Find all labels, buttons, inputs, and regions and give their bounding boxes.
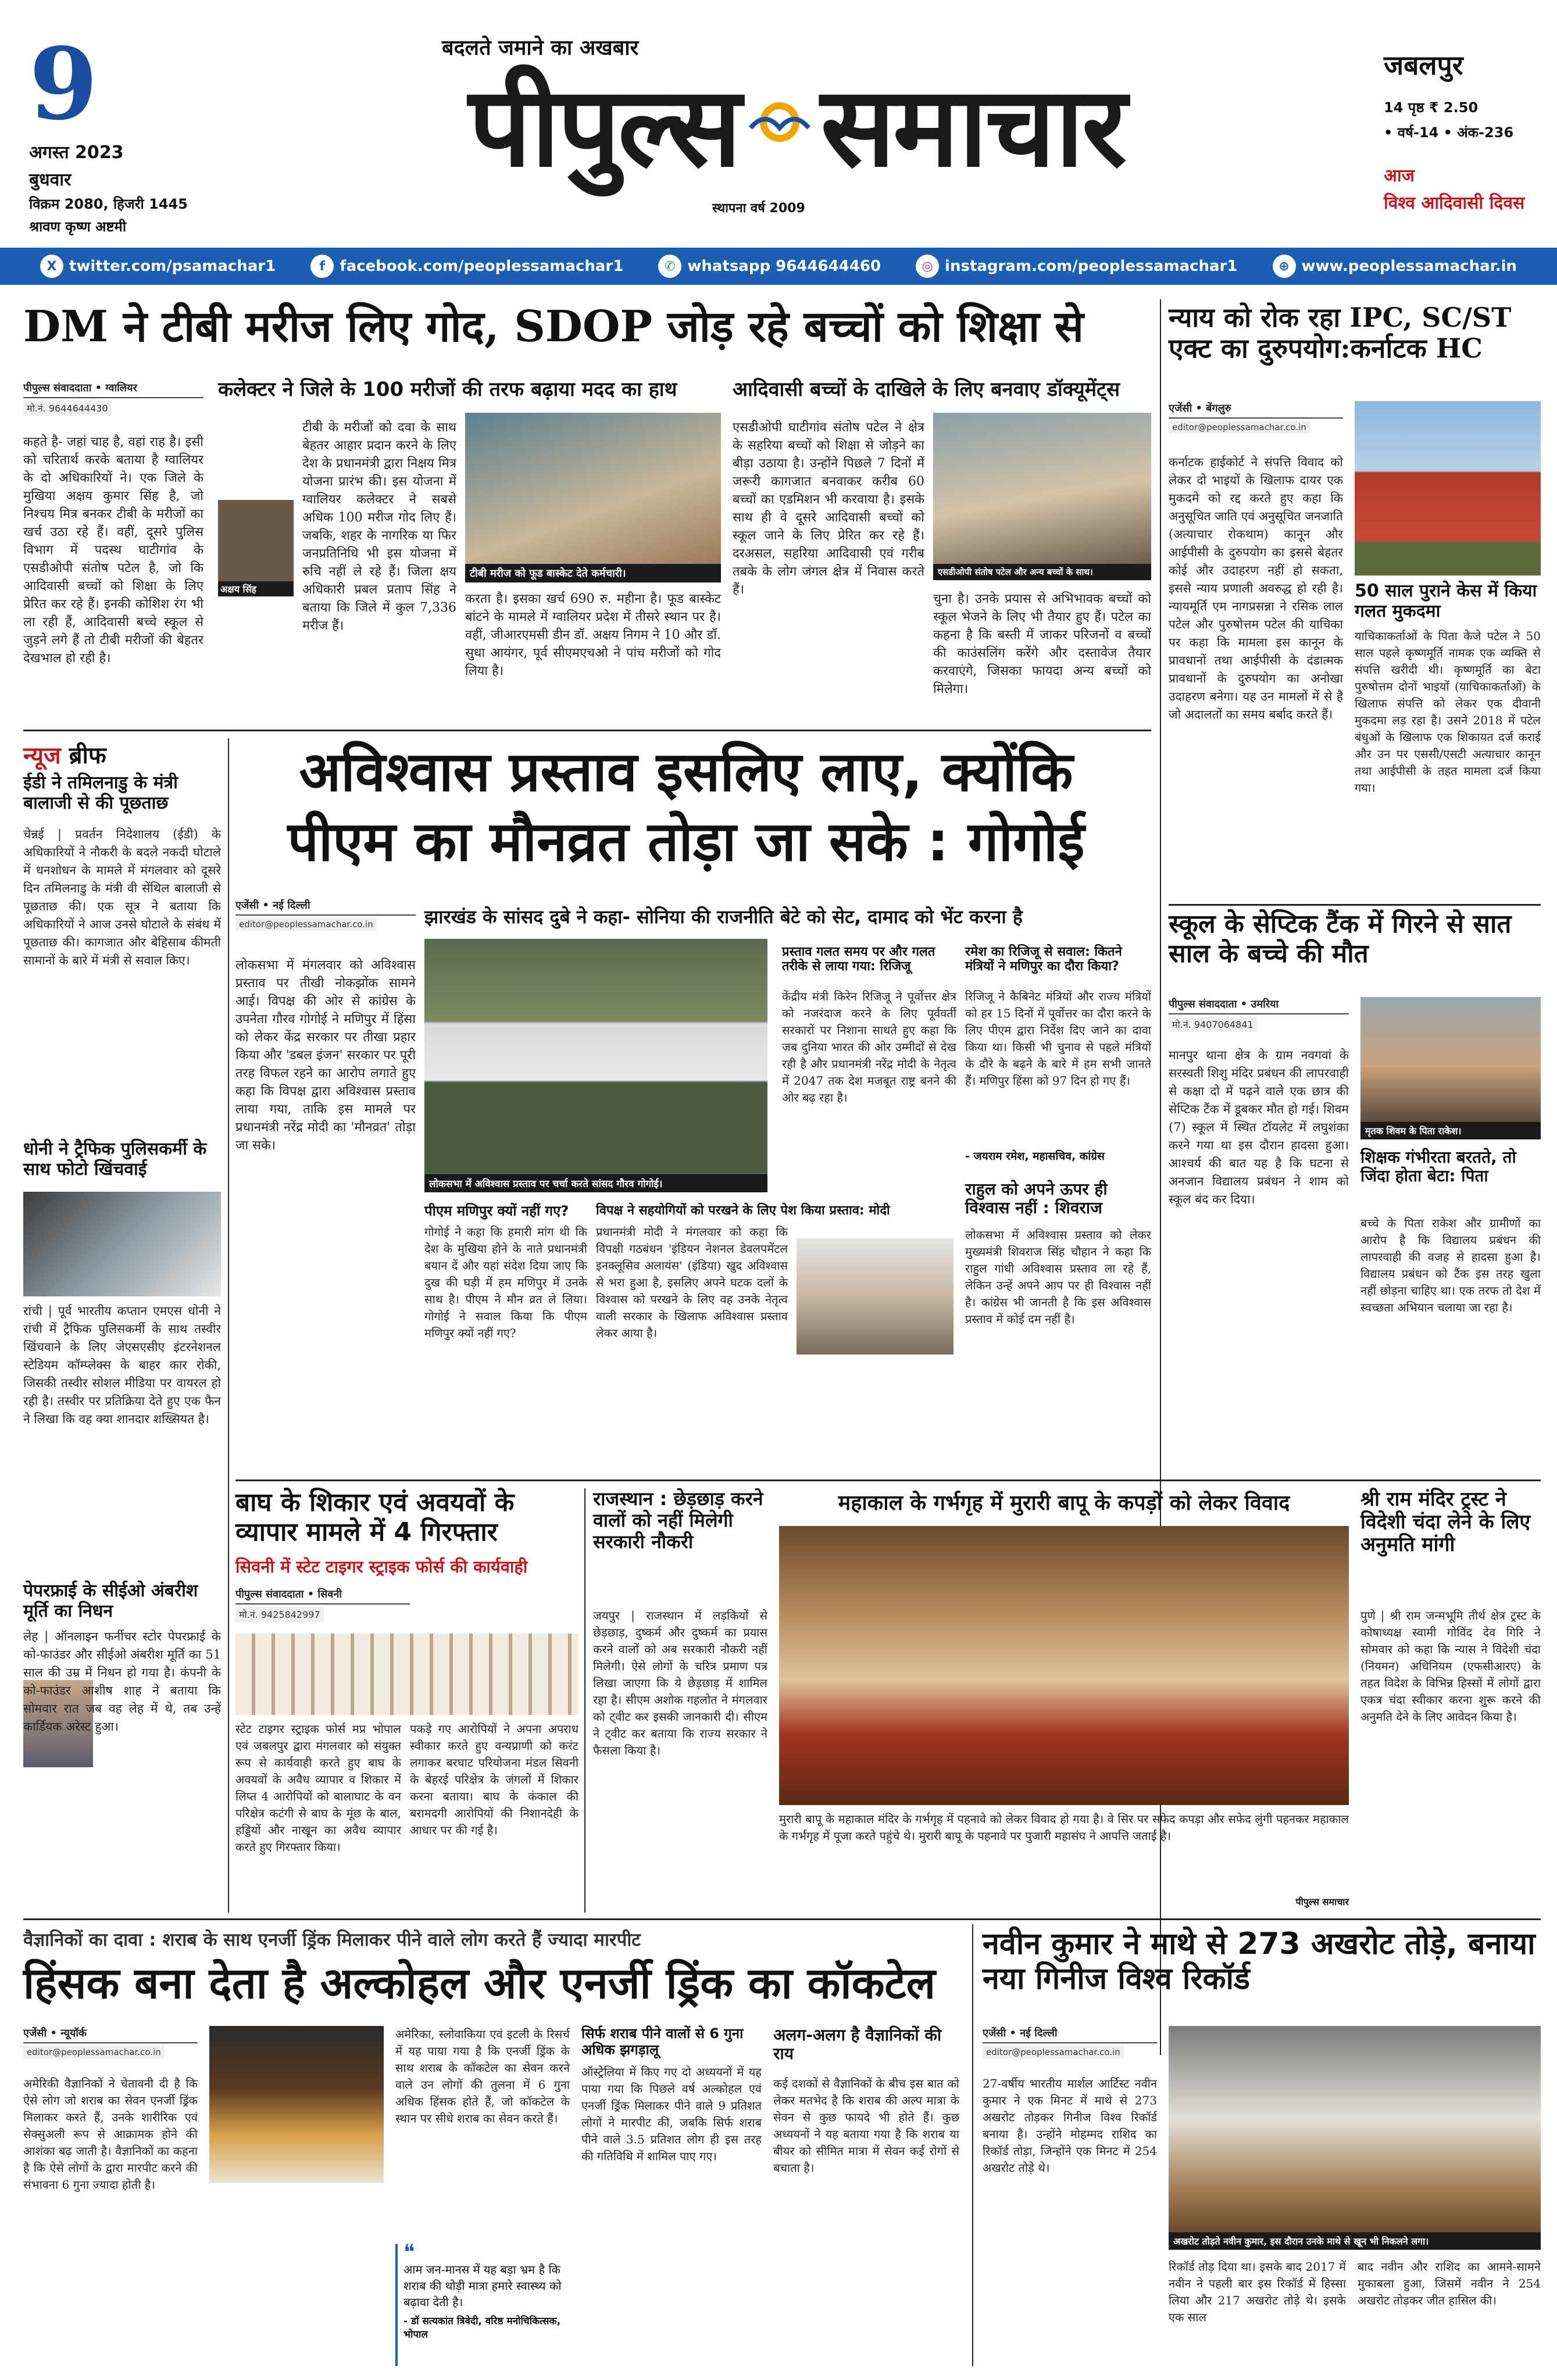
tiger-parts-photo <box>235 1634 578 1715</box>
brief2-body: रांची | पूर्व भारतीय कप्तान एमएस धोनी ने रांची में ट्रैफिक पुलिसकर्मी के साथ तस्वीर खिंचवाने के लिए जेएसएसीए इंटरनेशनल स्टेडियम कॉम्प्लेक्स के बाहर कार रोकी, जिसकी तस्वीर सोशल मीडिया पर वायरल हो रही है। तस्वीर पर प्रतिक्रिया देते हुए एक फैन ने लिखा कि वह क्या शानदार शख्सियत है। <box>23 1304 221 1426</box>
mahakal-caption: मुरारी बापू के महाकाल मंदिर के गर्भगृह में पहनावे को लेकर विवाद हो गया है। वे सिर पर सफेद कपड़ा और सफेद लुंगी पहनकर महाकाल के गर्भगृह में पूजा करते पहुंचे थे। मुरारी बापू के पहनावे पर पुजारी महासंघ ने आपत्ति जताई है। <box>779 1812 1349 1843</box>
founded: स्थापना वर्ष 2009 <box>712 201 805 216</box>
samvat: विक्रम 2080, हिजरी 1445 <box>29 196 188 212</box>
alcohol-col4-headline: अलग-अलग है वैज्ञानिकों की राय <box>773 2025 942 2064</box>
tithi: श्रावण कृष्ण अष्टमी <box>29 219 127 235</box>
right-divider-1 <box>1169 904 1541 906</box>
twitter-icon: X <box>40 255 63 278</box>
alcohol-col3-body: ऑस्ट्रेलिया में किए गए दो अध्ययनों में यह पाया गया कि पिछले वर्ष अल्कोहल एवं एनर्जी ड्रिंक मिलाकर पीने वाले 9 प्रतिशत लोगों ने मारपीट की, जबकि सिर्फ शराब पीने वाले 3.5 प्रतिशत लोग ही इस तरह की गतिविधि में शामिल पाए गए। <box>581 2065 762 2163</box>
pages-price: 14 पृष्ठ ₹ 2.50 <box>1384 99 1479 116</box>
school-box-headline: शिक्षक गंभीरता बरतते, तो जिंदा होता बेटा: पिता <box>1360 1148 1516 1186</box>
story1-col3: करता है। इसका खर्च 690 रु. महीना है। फूड बास्केट बांटने के मामले में ग्वालियर प्रदेश में तीसरे स्थान पर है। वहीं, जीआरएमसी डीन डॉ. अक्षय निगम ने 10 और डॉ. सुधा आयंगर, पूर्व सीएमएचओ ने पांच मरीजों को गोद लिया है। <box>465 592 721 678</box>
globe-icon: ⊕ <box>1273 255 1296 278</box>
section-divider-1 <box>23 730 1151 731</box>
sdop-children-photo <box>933 413 1151 564</box>
instagram-icon: ◎ <box>916 255 939 278</box>
lead-col3-headline: प्रस्ताव गलत समय पर और गलत तरीके से लाया गया: रिजिजू <box>782 945 935 974</box>
lead-byline: एजेंसी • नई दिल्ली editor@peoplessamachar.co.in <box>235 898 416 931</box>
walnut-byline: एजेंसी • नई दिल्ली editor@peoplessamachar.co.in <box>983 2026 1157 2059</box>
karnataka-body: कर्नाटक हाईकोर्ट ने संपत्ति विवाद को लेकर दो भाइयों के खिलाफ दायर एक मुकदमे को रद्द करते हुए कहा कि अनुसूचित जाति एवं अनुसूचित जनजाति (अत्याचार रोकथाम) कानून और आईपीसी के दुरुपयोग का इससे बेहतर कोई और उदाहरण नहीं हो सकता, इससे न्याय प्रणाली अवरुद्ध हो रही है। न्यायमूर्ति एम नागप्रसन्ना ने रसिक लाल पटेल और पुरुषोत्तम पटेल की याचिका पर कहा कि मामला इस कानून के प्रावधानों तथा आईपीसी के दंडात्मक प्रावधानों के दुरुपयोग का अनोखा उदाहरण बनेगा। यह उन मामलों में से है जो अदालतों का समय बर्बाद करते हैं। <box>1169 455 1343 721</box>
weekday: बुधवार <box>29 170 72 190</box>
father-photo <box>1360 997 1541 1122</box>
alcohol-col3-headline: सिर्फ शराब पीने वालों से 6 गुना अधिक झगड़ालू <box>581 2025 744 2058</box>
rajasthan-body: जयपुर | राजस्थान में लड़कियों से छेड़छाड़, दुष्कर्म और दुष्कर्म का प्रयास करने वालों को अब सरकारी नौकरी नहीं मिलेगी। ऐसे लोगों के चरित्र प्रमाण पत्र लिखा जाएगा कि ये छेड़छाड़ में शामिल रहा है। सीएम अशोक गहलोत ने मंगलवार को ट्वीट कर इसकी जानकारी दी। सीएम ने ट्वीट कर बताया कि राज्य सरकार ने फैसला किया है। <box>593 1609 767 1757</box>
lead-col3-body: केंद्रीय मंत्री किरेन रिजिजू ने पूर्वोत्तर क्षेत्र को नजरंदाज करने के लिए पूर्ववर्ती सरकारों पर निशाना साधते हुए कहा कि जब दुनिया भारत की ओर उम्मीदों से देख रही है और प्रधानमंत्री नरेंद्र मोदी के नेतृत्व में 2047 तक देश मजबूत राष्ट्र बनने की ओर बढ़ रहा है। <box>782 989 956 1105</box>
brief1-headline: ईडी ने तमिलनाडु के मंत्री बालाजी से की पूछताछ <box>23 773 178 813</box>
date-number: 9 <box>29 26 98 142</box>
karnataka-headline: न्याय को रोक रहा IPC, SC/ST एक्ट का दुरुपयोग:कर्नाटक HC <box>1169 302 1512 364</box>
news-brief-label: न्यूज ब्रीफ <box>23 742 106 769</box>
edition-block <box>1384 47 1541 244</box>
alcohol-col4-body: कई दशकों से वैज्ञानिकों के बीच इस बात को लेकर मतभेद है कि शराब की अल्प मात्रा के सेवन से कुछ फायदे भी होते हैं। कुछ अध्ययनों ने यह बताया गया है कि शराब या बीयर को सीमित मात्रा में सेवन कई रोगों से बचाता है। <box>773 2077 959 2175</box>
lead-headline-2: पीएम का मौनव्रत तोड़ा जा सके : गोगोई <box>287 810 1085 874</box>
mahakal-headline: महाकाल के गर्भगृह में मुरारी बापू के कपड़ों को लेकर विवाद <box>838 1491 1290 1515</box>
lead-headline-1: अविश्वास प्रस्ताव इसलिए लाए, क्योंकि <box>299 741 1073 804</box>
tiger-headline: बाघ के शिकार एवं अवयवों के व्यापार मामले में 4 गिरफ्तार <box>235 1488 515 1547</box>
karnataka-box-headline: 50 साल पुराने केस में किया गलत मुकदमा <box>1355 581 1537 621</box>
story1-col2: टीबी के मरीजों को दवा के साथ बेहतर आहार प्रदान करने के लिए देश के प्रधानमंत्री द्वारा निक्षय मित्र योजना प्रारंभ की। इस योजना में ग्वालियर कलेक्टर ने सबसे अधिक 100 मरीज गोद लिए हैं। जबकि, शहर के नागरिक या फिर जनप्रतिनिधि भी इस योजना में रुचि नहीं ले रहे हैं। जिला क्षय अधिकारी प्रबल प्रताप सिंह ने बताया कि जिले में कुल 7,336 मरीज हैं। <box>302 420 456 633</box>
lead-col4-body: रिजिजू ने कैबिनेट मंत्रियों और राज्य मंत्रियों को हर 15 दिनों में पूर्वोत्तर का दौरा करने के लिए पीएम द्वारा निर्देश दिए जाने का दावा किया था। किसी भी चुनाव से पहले मंत्रियों के दौरे के बढ़ने के बारे में हम सभी जानते हैं। मणिपुर हिंसा को 97 दिन हो गए हैं। <box>965 989 1151 1088</box>
alcohol-byline: एजेंसी • न्यूयॉर्क editor@peoplessamachar.co.in <box>23 2026 198 2059</box>
story1-headline: DM ने टीबी मरीज लिए गोद, SDOP जोड़ रहे बच्चों को शिक्षा से <box>23 302 1084 352</box>
cocktail-photo <box>209 2026 384 2183</box>
paper-title-right: समाचार <box>820 62 1125 191</box>
modi-photo <box>797 1238 954 1355</box>
alcohol-col2: अमेरिका, स्लोवाकिया एवं इटली के रिसर्च में यह पाया गया है कि एनर्जी ड्रिंक के साथ शराब के कॉकटेल का सेवन करने वाले उन लोगों की तुलना में 6 गुना अधिक हिंसक होते हैं, जो कॉकटेल के स्थान पर सीधे शराब का सेवन करते हैं। <box>395 2027 570 2125</box>
social-website[interactable]: ⊕ www.peoplessamachar.in <box>1273 255 1517 278</box>
paper-title-left: पीपुल्स <box>468 62 740 191</box>
karnataka-box-body: याचिकाकर्ताओं के पिता केजे पटेल ने 50 साल पहले कृष्णमूर्ति नामक एक व्यक्ति से संपत्ति खरीदी थी। कृष्णमूर्ति का बेटा पुरुषोत्तम दोनों भाइयों (याचिकाकर्ताओं) के खिलाफ संपत्ति को लेकर एक दीवानी मुकदमा लड़ रहा है। उसने 2018 में पटेल बंधुओं के खिलाफ एक शिकायत दर्ज कराई और उन पर एससी/एसटी अत्याचार कानून तथा आईपीसी के तहत मामला दर्ज किया गया। <box>1355 629 1541 795</box>
social-instagram[interactable]: ◎ instagram.com/peoplessamachar1 <box>916 255 1237 278</box>
section-divider-3 <box>23 1918 1541 1920</box>
mahakal-photo <box>779 1526 1349 1805</box>
story1-photo2: टीबी मरीज को फूड बास्केट देते कर्मचारी। <box>465 413 721 584</box>
lead-col4-attrib: - जयराम रमेश, महासचिव, कांग्रेस <box>965 1150 1105 1163</box>
section-divider-2 <box>235 1480 1541 1481</box>
brief-divider <box>228 738 229 1913</box>
tiger-col2: पकड़े गए आरोपियों ने अपना अपराध स्वीकार करते हुए वन्यप्राणी को करंट लगाकर बरघाट परियोजना मंडल सिवनी के बेहरई परिक्षेत्र के जंगलों में शिकार करना बताया। बाघ के कंकाल की बरामदगी आरोपियों की निशानदेही के आधार पर की गई है। <box>410 1722 578 1837</box>
walnut-headline: नवीन कुमार ने माथे से 273 अखरोट तोड़े, बनाया नया गिनीज विश्व रिकॉर्ड <box>983 1927 1535 1996</box>
tb-food-basket-photo <box>465 413 721 564</box>
story1-col1: कहते है- जहां चाह है, वहां राह है। इसी को चरितार्थ करके बताया है ग्वालियर के दो अधिकारियों ने। एक जिले के मुखिया अक्षय कुमार सिंह है, जो निश्चय मित्र बनकर टीबी के मरीजों का खर्च उठा रहे हैं। वहीं, दूसरे पुलिस विभाग में पदस्थ घाटीगांव के एसडीओपी संतोष पटेल है, जो कि आदिवासी बच्चों को शिक्षा के लिए प्रेरित कर रहे हैं। इनकी कोशिश रंग भी ला रही हैं, आदिवासी बच्चे स्कूल से जुड़ने लगे हैं तो टीबी मरीजों की बेहतर देखभाल हो रही है। <box>23 435 203 666</box>
alcohol-headline: हिंसक बना देता है अल्कोहल और एनर्जी ड्रिंक का कॉकटेल <box>23 1959 935 2009</box>
school-body: मानपुर थाना क्षेत्र के ग्राम नवगवां के सरस्वती शिशु मंदिर प्रबंधन की लापरवाही से कक्षा दो में पढ़ने वाले एक छात्र की सेप्टिक टैंक में डूबकर मौत हो गई। शिवम (7) स्कूल में स्थित टॉयलेट में लघुशंका करने गया था इस दौरान हादसा हुआ। आश्चर्य की बात यह है कि घटना से अनजान विद्यालय प्रबंधन ने शाम को स्कूल बंद कर दिया। <box>1169 1048 1349 1206</box>
lead-kicker: झारखंड के सांसद दुबे ने कहा- सोनिया की राजनीति बेटे को सेट, दामाद को भेंट करना है <box>424 906 1023 928</box>
lead-col4-headline: रमेश का रिजिजू से सवाल: कितने मंत्रियों ने मणिपुर का दौरा किया? <box>965 945 1122 974</box>
lead-q-body: गोगोई ने कहा कि हमारी मांग थी कि देश के मुखिया होने के नाते प्रधानमंत्री बयान दें और यहां संदेश दिया जाए कि दुख की घड़ी में हम मणिपुर में उनके साथ है। पीएम ने मौन व्रत ले लिया। गोगोई ने सवाल किया कि पीएम मणिपुर क्यों नहीं गए? <box>424 1225 587 1340</box>
tiger-sub: सिवनी में स्टेट टाइगर स्ट्राइक फोर्स की कार्यवाही <box>235 1557 528 1577</box>
facebook-icon: f <box>310 255 334 278</box>
ram-trust-body: पुणे | श्री राम जन्मभूमि तीर्थ क्षेत्र ट्रस्ट के कोषाध्यक्ष स्वामी गोविंद देव गिरि ने सोमवार को कहा कि न्यास ने विदेशी चंदा (नियमन) अधिनियम (एफसीआरए) के तहत विदेश के विभिन्न हिस्सों में लोगों द्वारा एकत्र चंदा स्वीकार करना शुरू करने की अनुमति देने के लिए आवेदन किया है। <box>1360 1609 1541 1724</box>
paper-title <box>291 58 1302 191</box>
quote-icon: ❝ <box>403 2240 415 2264</box>
walnut-col1: 27-वर्षीय भारतीय मार्शल आर्टिस्ट नवीन कुमार ने एक मिनट में माथे से 273 अखरोट तोड़कर गिनीज विश्व रिकॉर्ड बनाया है। उन्होंने मोहम्मद राशिद का रिकॉर्ड तोड़ा, जिन्होंने एक मिनट में 254 अखरोट तोड़े थे। <box>983 2077 1157 2175</box>
masthead <box>0 0 1557 273</box>
lead-photo: लोकसभा में अविश्वास प्रस्ताव पर चर्चा करते सांसद गौरव गोगोई। <box>424 939 767 1198</box>
year-issue: • वर्ष-14 • अंक-236 <box>1384 124 1514 141</box>
walnut-col2: रिकॉर्ड तोड़ दिया था। इसके बाद 2017 में नवीन ने पहली बार इस रिकॉर्ड में हिस्सा लिया और 217 अखरोट तोड़े थे। इसके एक साल <box>1169 2260 1346 2324</box>
raj-divider <box>584 1488 585 1913</box>
school-byline: पीपुल्स संवाददाता • उमरिया मो.नं. 9407064841 <box>1169 997 1349 1032</box>
city: जबलपुर <box>1384 49 1463 81</box>
brief1-body: चेन्नई | प्रवर्तन निदेशालय (ईडी) के अधिकारियों ने नौकरी के बदले नकदी घोटाले में धनशोधन के मामले में मंगलवार को दूसरे दिन तमिलनाडु के मंत्री वी सेंथिल बालाजी से पूछताछ की। एक सूत्र ने बताया कि अधिकारियों ने आज उनसे घोटाले के संबंध में पूछताछ की। कागजात और बेहिसाब कीमती सामानों के बारे में मंत्री से सवाल किए। <box>23 827 221 967</box>
story1-sub-left: कलेक्टर ने जिले के 100 मरीजों की तरफ बढ़ाया मदद का हाथ <box>218 378 677 401</box>
walnut-col3: बाद नवीन और राशिद का आमने-सामने मुकाबला हुआ, जिसमें नवीन ने 254 अखरोट तोड़कर जीत हासिल की। <box>1358 2260 1541 2307</box>
tagline: बदलते जमाने का अखबार <box>442 36 639 60</box>
ram-trust-headline: श्री राम मंदिर ट्रस्ट ने विदेशी चंदा लेने के लिए अनुमति मांगी <box>1360 1488 1531 1557</box>
brief2-headline: धोनी ने ट्रैफिक पुलिसकर्मी के साथ फोटो खिंचवाई <box>23 1139 207 1180</box>
today-event: विश्व आदिवासी दिवस <box>1384 193 1525 213</box>
school-box-body: बच्चे के पिता राकेश और ग्रामीणों का आरोप है कि विद्यालय प्रबंधन की लापरवाही की वजह से हादसा हुआ है। विद्यालय प्रबंधन को टैंक इस तरह खुला नहीं छोड़ना चाहिए था। एक तरफ तो देश में स्वच्छता अभियान चलाया जा रहा है। <box>1360 1216 1541 1314</box>
lead-col5-body: प्रधानमंत्री मोदी ने मंगलवार को कहा कि विपक्षी गठबंधन 'इंडियन नेशनल डेवलपमेंटल इनक्लूसिव अलायंस' (इंडिया) खुद अविश्वास से भरा हुआ है, इसलिए अपने घटक दलों के विश्वास को परखने के लिए वह उनके नेतृत्व वाली सरकार के खिलाफ अविश्वास प्रस्ताव लेकर आया है। <box>596 1225 788 1340</box>
lead-q-headline: पीएम मणिपुर क्यों नहीं गए? <box>424 1203 569 1219</box>
karnataka-byline: एजेंसी • बेंगलुरु editor@peoplessamachar.co.in <box>1169 401 1343 434</box>
social-twitter[interactable]: X twitter.com/psamachar1 <box>40 255 276 278</box>
lead-col5-headline: विपक्ष ने सहयोगियों को परखने के लिए पेश किया प्रस्ताव: मोदी <box>596 1203 890 1218</box>
today-label: आज <box>1384 166 1415 186</box>
story1-col4: एसडीओपी घाटीगांव संतोष पटेल ने क्षेत्र के सहरिया बच्चों को शिक्षा से जोड़ने का बीड़ा उठाया है। उन्होंने पिछले 7 दिनों में जरूरी कागजात बनवाकर करीब 60 बच्चों का एडमिशन भी करवाया है। इसके साथ ही वे दूसरे आदिवासी बच्चों को स्कूल जाने के लिए प्रेरित कर रहे हैं। दरअसल, सहरिया आदिवासी एवं गरीब तबके के लोग जंगल क्षेत्र में निवास करते हैं। <box>733 420 924 597</box>
lead-col4b-body: लोकसभा में अविश्वास प्रस्ताव को लेकर मुख्यमंत्री शिवराज सिंह चौहान ने कहा कि राहुल गांधी अविश्वास प्रस्ताव ला रहे हैं, लेकिन उन्हें अपने आप पर ही विश्वास नहीं है। कांग्रेस भी जानती है कि इस अविश्वास प्रस्ताव में कोई दम नहीं है। <box>965 1228 1151 1326</box>
story1-photo3: एसडीओपी संतोष पटेल और अन्य बच्चों के साथ। <box>933 413 1151 584</box>
date-block <box>29 26 250 244</box>
social-bar <box>0 248 1557 285</box>
whatsapp-icon: ✆ <box>658 255 681 278</box>
collector-photo-caption: अक्षय सिंह <box>218 581 294 596</box>
brief3-body: लेह | ऑनलाइन फर्नीचर स्टोर पेपरफ्राई के को-फाउंडर और सीईओ अंबरीश मूर्ति का 51 साल की उम्र में निधन हो गया है। कंपनी के को-फाउंडर आशीष शाह ने बताया कि सोमवार रात जब वह लेह में थे, तब उन्हें कार्डियक अरेस्ट हुआ। <box>23 1629 221 1734</box>
rajasthan-headline: राजस्थान : छेड़छाड़ करने वालों को नहीं मिलेगी सरकारी नौकरी <box>593 1488 763 1553</box>
logo-emblem-icon <box>745 87 815 157</box>
alcohol-quote: ❝ आम जन-मानस में यह बड़ा भ्रम है कि शराब की थोड़ी मात्रा हमारे स्वास्थ्य को बढ़ावा देती है। - डॉ सत्यकांत त्रिवेदी, वरिष्ठ मनोचिकित्सक, भोपाल <box>395 2244 570 2366</box>
story1-sub-right: आदिवासी बच्चों के दाखिले के लिए बनवाए डॉक्यूमेंट्स <box>733 378 1120 401</box>
naveen-walnut-photo <box>1169 2026 1541 2232</box>
story1-byline: पीपुल्स संवाददाता • ग्वालियर मो.नं. 9644644430 <box>23 381 203 416</box>
alcohol-col1: अमेरिकी वैज्ञानिकों ने चेतावनी दी है कि ऐसे लोग जो शराब का सेवन एनर्जी ड्रिंक मिलाकर करते हैं, उनके शारीरिक एवं सेक्सुअली रूप से आक्रामक होने की आशंका बढ़ जाती है। वैज्ञानिकों का कहना है कि ऐसे लोगों के द्वारा मारपीट करने की संभावना 6 गुना ज्यादा होती है। <box>23 2077 198 2192</box>
lead-col4b-headline: राहुल को अपने ऊपर ही विश्वास नहीं : शिवराज <box>965 1180 1108 1218</box>
story1-col5: चुना है। उनके प्रयास से अभिभावक बच्चों को स्कूल भेजने के लिए भी तैयार हुए हैं। पटेल का कहना है कि बस्ती में जाकर परिजनों व बच्चों की काउंसलिंग करेंगे और दस्तावेज तैयार करवाएंगे, जिसका फायदा अन्य बच्चों को मिलेगा। <box>933 592 1151 696</box>
school-headline: स्कूल के सेप्टिक टैंक में गिरने से सात साल के बच्चे की मौत <box>1169 909 1512 969</box>
month-year: अगस्त 2023 <box>29 142 124 163</box>
walnut-photo: अखरोट तोड़ते नवीन कुमार, इस दौरान उनके माथे से खून भी निकलने लगा। <box>1169 2026 1541 2253</box>
mahakal-credit: पीपुल्स समाचार <box>1295 1896 1349 1907</box>
lead-col1: लोकसभा में मंगलवार को अविश्वास प्रस्ताव पर तीखी नोकझोंक सामने आई। विपक्ष की ओर से कांग्रेस के उपनेता गौरव गोगोई ने मणिपुर में हिंसा को लेकर केंद्र सरकार पर तीखा प्रहार किया और 'डबल इंजन' सरकार पर पूरी तरह विफल रहने का आरोप लगाते हुए कहा कि विपक्ष द्वारा अविश्वास प्रस्ताव लाया गया, ताकि इस मामले पर प्रधानमंत्री नरेंद्र मोदी का 'मौनव्रत' तोड़ा जा सके। <box>235 958 416 1153</box>
tiger-byline: पीपुल्स संवाददाता • सिवनी मो.नं. 9425842997 <box>235 1587 410 1622</box>
tiger-col1: स्टेट टाइगर स्ट्राइक फोर्स मप्र भोपाल एवं जबलपुर द्वारा मंगलवार को संयुक्त रूप से कार्यवाही करते हुए बाघ के अवयवों के अवैध व्यापार व शिकार में लिप्त 4 आरोपियों को बालाघाट के वन परिक्षेत्र कटंगी से बाघ के मूंछ के बाल, हड्डियों और नाखून का अवैध व्यापार करते हुए गिरफ्तार किया। <box>235 1722 401 1854</box>
school-photo: मृतक शिवम के पिता राकेश। <box>1360 997 1541 1142</box>
dhoni-photo <box>23 1192 221 1296</box>
social-whatsapp[interactable]: ✆ whatsapp 9644644460 <box>658 255 881 278</box>
brief3-headline: पेपरफ्राई के सीईओ अंबरीश मूर्ति का निधन <box>23 1581 198 1621</box>
gogoi-parliament-photo <box>424 939 767 1174</box>
alcohol-kicker: वैज्ञानिकों का दावा : शराब के साथ एनर्जी ड्रिंक मिलाकर पीने वाले लोग करते हैं ज्यादा मारपीट <box>23 1929 641 1950</box>
walnut-divider <box>972 1924 973 2366</box>
social-facebook[interactable]: f facebook.com/peoplessamachar1 <box>310 255 623 278</box>
karnataka-hc-photo <box>1355 401 1541 576</box>
